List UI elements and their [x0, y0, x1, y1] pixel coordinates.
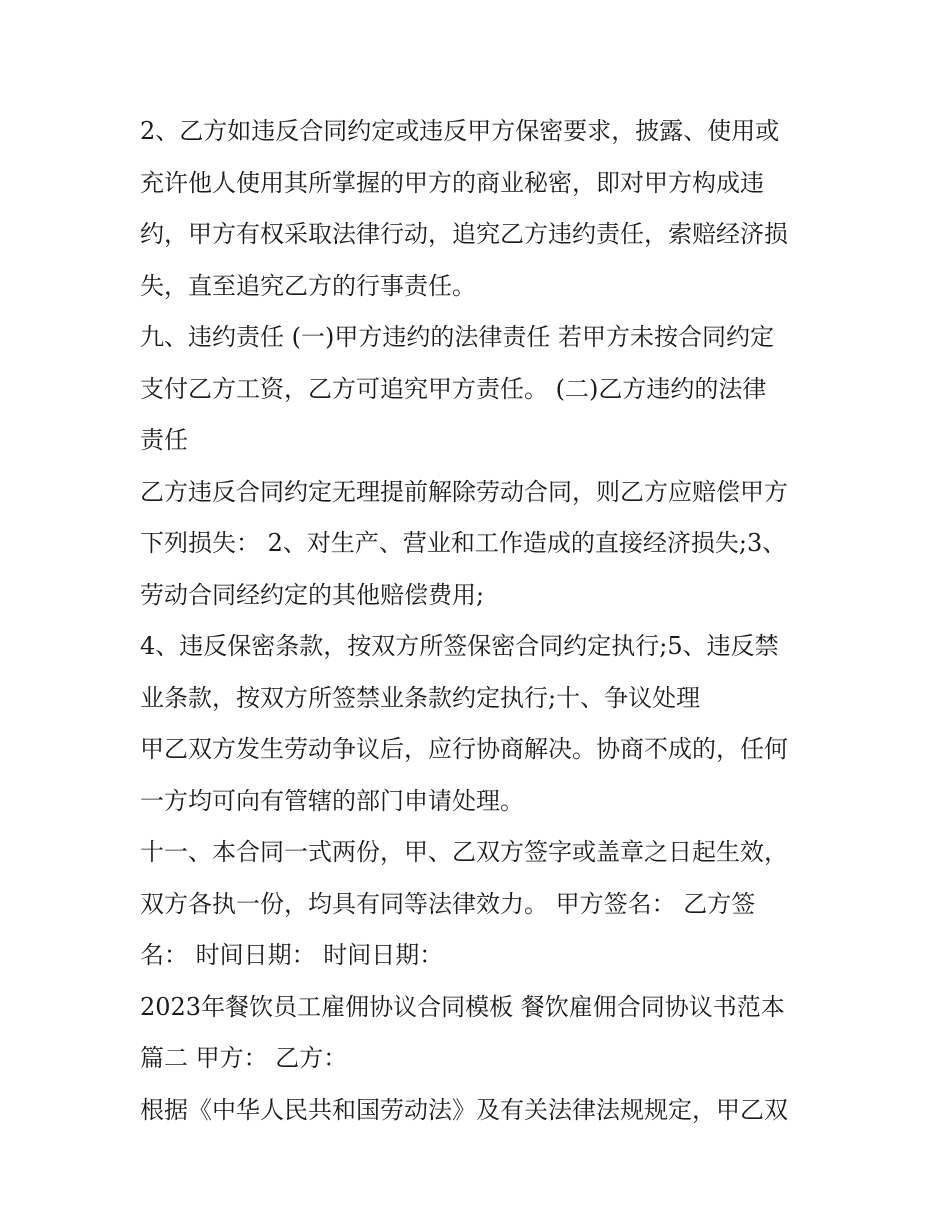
text-line: 劳动合同经约定的其他赔偿费用;	[140, 580, 485, 609]
text-line: 支付乙方工资，乙方可追究甲方责任。 (二)乙方违约的法律	[140, 374, 767, 403]
text-line: 下列损失： 2、对生产、营业和工作造成的直接经济损失;3、	[140, 529, 787, 557]
text-line: 九、违约责任 (一)甲方违约的法律责任 若甲方未按合同约定	[140, 323, 774, 351]
text-line: 名： 时间日期： 时间日期：	[140, 941, 444, 969]
text-line: 约，甲方有权采取法律行动，追究乙方违约责任，索赔经济损	[140, 220, 788, 248]
text-line: 业条款，按双方所签禁业条款约定执行;十、争议处理	[140, 683, 701, 712]
text-line: 2023年餐饮员工雇佣协议合同模板 餐饮雇佣合同协议书范本	[140, 992, 785, 1021]
text-line: 4、违反保密条款，按双方所签保密合同约定执行;5、违反禁	[140, 632, 779, 660]
text-line: 甲乙双方发生劳动争议后，应行协商解决。协商不成的，任何	[140, 735, 788, 763]
text-line: 十一、本合同一式两份，甲、乙双方签字或盖章之日起生效，	[140, 838, 788, 866]
text-line: 2、乙方如违反合同约定或违反甲方保密要求，披露、使用或	[140, 117, 780, 145]
text-line: 一方均可向有管辖的部门申请处理。	[140, 786, 524, 815]
text-line: 责任	[140, 426, 188, 454]
text-line: 失，直至追究乙方的行事责任。	[140, 271, 476, 300]
text-line: 根据《中华人民共和国劳动法》及有关法律法规规定，甲乙双	[140, 1095, 788, 1124]
text-line: 乙方违反合同约定无理提前解除劳动合同，则乙方应赔偿甲方	[140, 477, 788, 506]
text-line: 双方各执一份，均具有同等法律效力。 甲方签名： 乙方签	[140, 889, 756, 918]
text-line: 充许他人使用其所掌握的甲方的商业秘密，即对甲方构成违	[140, 168, 764, 197]
document-body	[140, 106, 830, 1136]
text-line: 篇二 甲方： 乙方：	[140, 1044, 348, 1072]
